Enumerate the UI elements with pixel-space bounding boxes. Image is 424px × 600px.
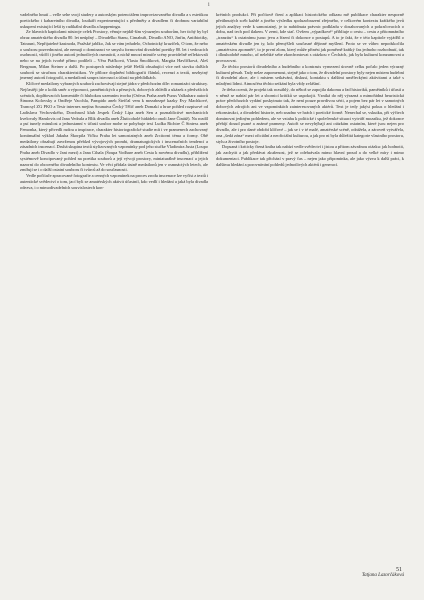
left-paragraph: Klíčové medailony vybraných souborů zachovávají stejné jádra v předchozím díle: romanizáci struktury. Nejčastěji jde o kolik směr a výpomoci, pamětnických a přesných, dobových zhlédli a ukázek z předválcích scénách, doplňovacích komentáře či hlubokou uzemním tvorba (Orfeus Praha aneb Purus Valkuharz autorů Šimona Kolovsky a Ondřeje Vacchla, Pampido aneb Štefčal vem k mezabezpé kazky Evy Machkové, Trancsyl ZG PKO a Tesir internes mejína Sounaiva Čecký Tělič aneb Domakí a hrue pohled rozpisové od Ladislava Vechovského, Dorohnosl klub Jespek Český Lípa aneb Sen a poznaldictivé mechanicích kvelovaly Hamlovis od Jana Vedrala a Blik divadla aneb Žluticoholé hidádelo onoli Jane Činátž). Na rozdíl a psí tunely minulost a jednostanní v účastí soubor mohe se pohybuje texí Ludka Richtre Č Sintess aneb Femonka, který přivedli rudou a inspirace, charakter historiografické studie mít i ve pramenech zachovaný kontinuální výklad Jakuba Škorpila Vičku Praha let samostatných aneb Zrcitorni téma a formy. Obě medailony obsahují zavrženou přeblzd vývojových prombi, dramaturgických i inscenačních tendencí a zásadních inscenací. Druhá skupina textů stylizovaných vzpomínky pod jeho stučke Vladimíra Justa (Loupo Praha aneb Divadlo v Jani mezi) a Jana Cihala (Šoupa Vodhare aneb Cesta k novému divadlu), přiblížení systémově koncipovaný pohled na poetika souborů a její vývoji prostory, miniaturálně inscenací a jejich nazorní do oboceného divadelního kontextu. Ve věci přídala ústně medailonů jen v osmnáctých letech, ale zmířují se i o další ostatní souboru či tvůrců až do současnosti.: [20, 81, 208, 173]
author-signature: Tatjana Lazorčáková: [361, 573, 404, 578]
left-paragraph: Ze hlavních kapitolami nástroje celek Prostory, věnuje nejdál-ším výrazným souborům, her tichý by byl obraz amatérského divadla 80. let neúplný – Divadélko Stanu, Cimabuři, Divadlo ANO, Jinfin, Antibiotiky, Tatrauni, Nepřijatelné kasinoda, Pražské jablko, Jak se vám jedudelo, Ochotnický kruzíček, O tom, že nebo o souboru pozvednostní, ale nemají o dominanci ve smyslu formování divadelní poetiky 80. let i vedoucích osobností, vůdčí i jiného autorů jednotlivých osmnáctí, z nichž mnozí mimiče scény pravidelně reflektovali nebo se na jejich tvorbě přímo podíleli – Věra Ptáčková, Vlasta Šmolíková, Margita Havlíčková, Aleš Bergman, Milan Šteiner a další. Po postupech následuje ještě Hešlů obsahující více než stovku dalších souborů se stručnou charakteristikou. Ve příloze doplnění bibliografii článků, recenzí a textů, nezbytný jmenný autorů fotografií, a medailonů souprs istecnací a účastí na přehlídkách.: [20, 29, 208, 81]
left-column: [20, 12, 208, 190]
page-number: 51: [396, 567, 402, 573]
right-column: [216, 12, 404, 167]
right-paragraph: Že těchto prostorů divadelního a hudebního a kontrasts vymezení úrovně celku počalo jeden výrazný kulturní přesah. Tady nelze zapomenout, stejně jako o tom, že divadelní prostory byly nejen místem hudební či divadelní akce, ale i místem setkávání, diskusí, kontaktu s dalšími uměleckými aktivitami a také s mladými lidmi. Atmosféra těchto setkání byla vždy zvláštní.: [216, 63, 404, 86]
page-top-mark: i: [208, 2, 210, 8]
right-paragraph: krétních produkcí. Při počítově čtení a aplikaci historického odkazu mě publikace charakter nesporně přetíhnutých scéb každé a jiného výsledku spoluzobrazení zřejmého, v celkovém kontextu krátkého jevů jejich analýzy vede k samostatný, je to nabídnuta právnic podkladu v dosahovaných a pokračovacích o dobu, nad tech pod tlakem. V zemi, kde stať. Ovšem „výpadkové“ přibliuje o cestu – cestu z přitomnáního „tranzitu“ k ostatnímu jsouc jevu a řízení či dokonce o postupů. A to je fakt, že v této kapitole vyjádřil o amatérském divadle jen ty, kdo přemýšleli současné dějinné myšlení. Proto se ve vůbec nepodskočila „amatérstvu zpomnět“, to je první zlom, který může přinést jak poměrně krátký čas jednoho rozhodnutí, tak i dlouhodobě mnoho, ač nelehké sebe zkonfrontovat s otázkou v Čechách, jak byla kulturní konzumovat a provozovat.: [216, 12, 404, 63]
right-paragraph: Dopsaná i kriticky čtená kniha tak nabízí vedle svědectví i jistou a přitom závažnou otázku: jak hodnotit, jak zachytit a jak předávat zkušenost, jež se odehrávala mimo hlavní proud a do velké míry i mimo dokumentaci. Publikace tak přichází v pravý čas – nejen jako připomínka, ale jako výzva k další práci, k dalšímu hledání a porovnávání pohledů jednotlivých aktérů i generací.: [216, 144, 404, 167]
left-paragraph: vadelného hnutí – velle sehe svojí studery a autorským potenciálem improvizovaného divadla a s estetikou poetického i kabaretního divadla, loutkáři experimentující s předměty a divadlem či drobnou variabilní uskupení existující leští ty radikální divadla a happeningu.: [20, 12, 208, 29]
right-paragraph: Je třeba ocenit, že projekt tak rozsáhlý, do něhož se zapojila dakomu a řad historiků, pamětníků i účastí a v němž se nabízí pár let a sbornicí kritiků se uspokojit. Vzniká do něj výrazná a mimořádná heuristická práce předchozích vydání poskytnuto tak, že není pouze pravdivou sérii, a pojem bez pár let v samotných dobových zdrojích ani ve vzpomínkách zainteresovaných aktérů. Text je tedy jakýsi pokus o hledání i rekonstrukci, a divadelní historie, neb snadno ve hrách i poetické formě. Nenechal se, vskutku, při výčtech dominovat jediným pohledem, ale ve vztahu k politické i společenské situaci vytváří mozaiku, jež dokonce přebíjí dosud psané a známé prameny. Autoři se nevyhýbají ani otázkám ostatním, které jsou nejen pro divadlo, ale i pro dané období klíčové – jak se i v té malé, amatérské scéně, odrážela, a zároveň vytvářela, ona „šedá zóna“ mezi oficiální a neoficiální kulturou, a jak pro ni byla důležitá kategorie vlastního prostoru, stylu a životního postoje.: [216, 86, 404, 144]
left-paragraph: Vedle počítače zpracované fotografie a cenných vzpomínek na proces zrodu inscenace lze vyčíst z textů i autentické svědectví o tom, jací byli se amatérských aktivit účastníí, kdo vedlí i hledání a jaká byla divadla odezva, i o mimodivadelních souvislostech kon-: [20, 173, 208, 190]
